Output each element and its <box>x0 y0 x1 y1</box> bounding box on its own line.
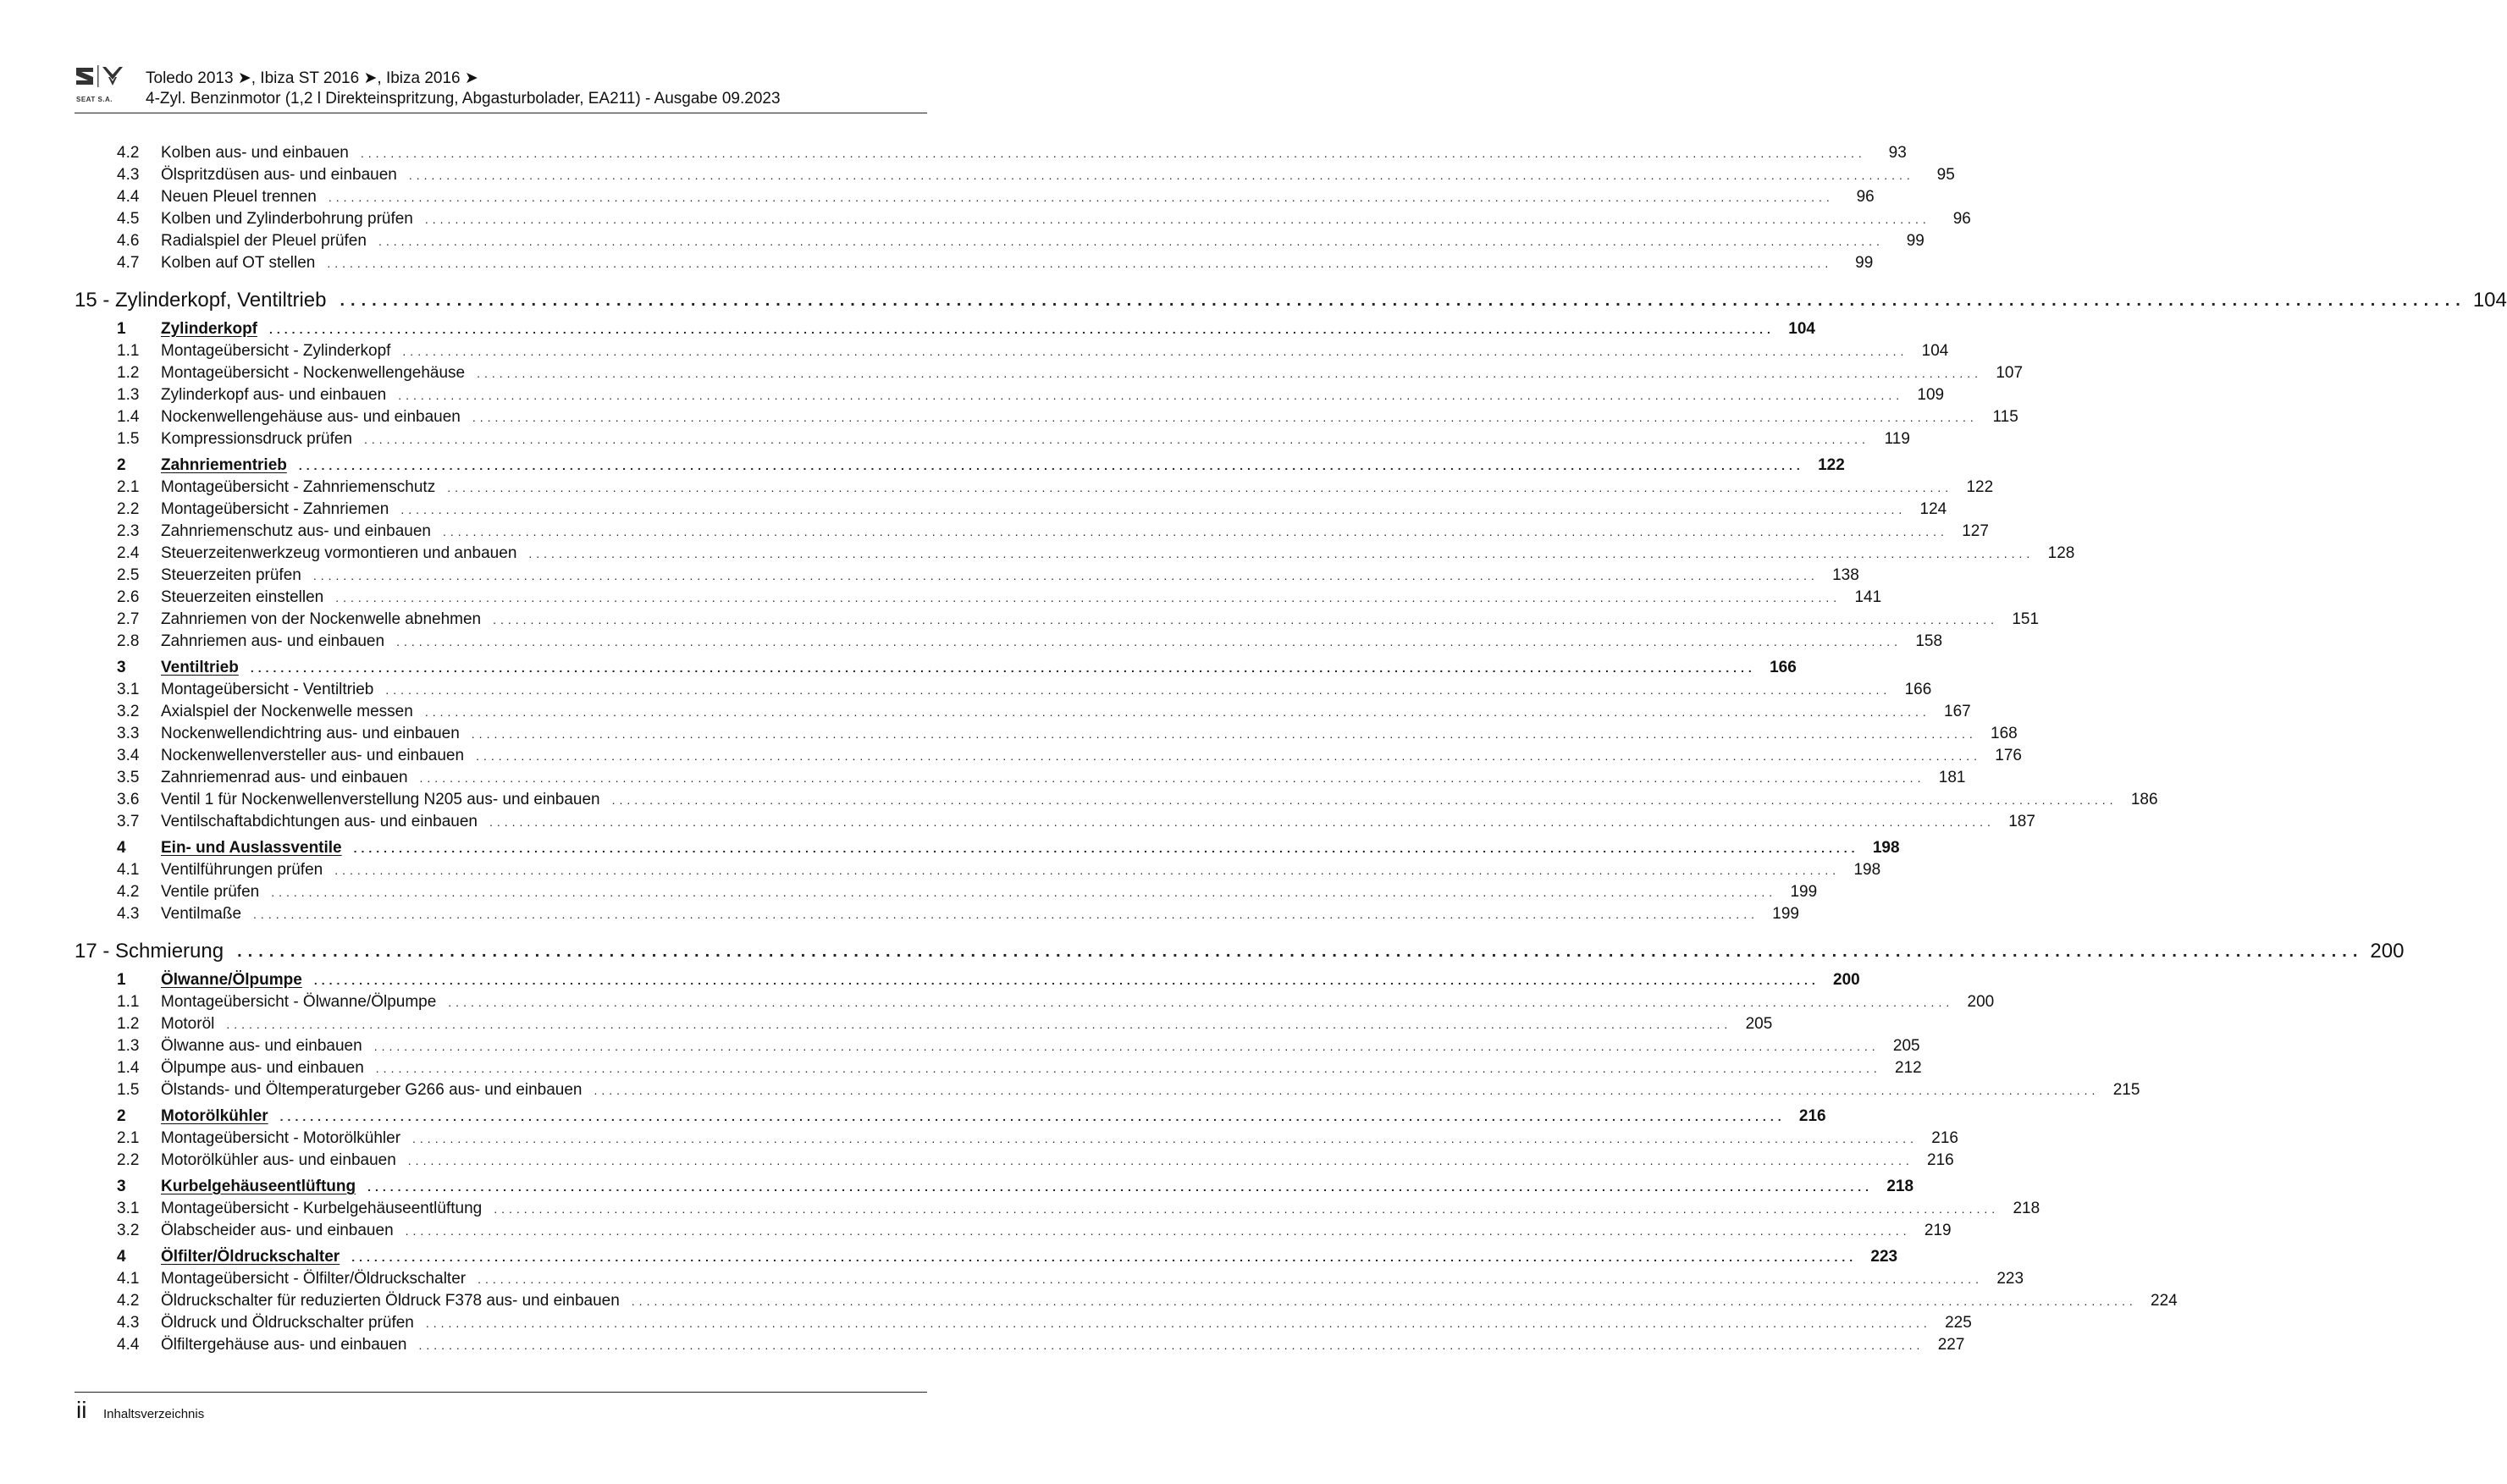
toc-page-number: 138 <box>1832 566 1859 584</box>
toc-number: 2 <box>117 456 126 474</box>
toc-page-number: 225 <box>1945 1314 1972 1332</box>
toc-number: 2.6 <box>117 588 140 606</box>
toc-page-number: 224 <box>2151 1292 2178 1310</box>
toc-page-number: 95 <box>1936 166 1955 184</box>
toc-number: 4.4 <box>117 1336 140 1354</box>
toc-page-number: 104 <box>2472 289 2507 312</box>
toc-page-number: 109 <box>1917 386 1945 404</box>
toc-title: Ölpumpe aus- und einbauen <box>161 1059 364 1077</box>
toc-title: Zahnriemen aus- und einbauen <box>161 632 385 650</box>
toc-page-number: 104 <box>1921 342 1949 360</box>
toc-entry[interactable] <box>75 813 2035 835</box>
toc-number: 3.4 <box>117 747 140 764</box>
toc-title: Montageübersicht - Zahnriemen <box>161 500 389 518</box>
toc-entry[interactable] <box>75 1200 2040 1222</box>
dot-leader: ........................................................................................................................................................................................................ <box>442 525 1948 538</box>
toc-entry[interactable] <box>75 408 2018 430</box>
footer-divider <box>75 1392 927 1393</box>
dot-leader: ........................................................................................................................................................................................................ <box>448 996 1954 1009</box>
toc-title: Montageübersicht - Zahnriemenschutz <box>161 478 436 496</box>
toc-title: Motorölkühler <box>161 1107 268 1125</box>
toc-page-number: 200 <box>2370 940 2405 963</box>
toc-entry[interactable] <box>75 769 1966 791</box>
toc-entry[interactable] <box>75 478 1994 500</box>
toc-entry[interactable] <box>75 144 1907 166</box>
dot-leader: ........................................................................................................................................................................................................ <box>405 1224 1911 1238</box>
toc-page-number: 205 <box>1745 1015 1773 1033</box>
toc-title: Ventilführungen prüfen <box>161 861 323 879</box>
toc-title: Nockenwellengehäuse aus- und einbauen <box>161 408 461 426</box>
toc-section[interactable] <box>75 456 1845 478</box>
toc-entry[interactable] <box>75 681 1932 703</box>
toc-number: 1.5 <box>117 430 140 448</box>
toc-title: Kurbelgehäuseentlüftung <box>161 1178 356 1195</box>
toc-title: Steuerzeitenwerkzeug vormontieren und anbauen <box>161 544 517 562</box>
dot-leader: ........................................................................................................................................................................................................ <box>360 146 1866 160</box>
toc-title: Motoröl <box>161 1015 215 1033</box>
toc-number: 1.3 <box>117 1037 140 1055</box>
toc-title: Nockenwellendichtring aus- und einbauen <box>161 725 460 742</box>
toc-title: Radialspiel der Pleuel prüfen <box>161 232 367 250</box>
dot-leader: ........................................................................................................................................................................................................ <box>398 389 1904 402</box>
toc-entry[interactable] <box>75 1270 2024 1292</box>
toc-number: 2.2 <box>117 500 140 518</box>
toc-page-number: 127 <box>1962 522 1989 540</box>
toc-number: 2.5 <box>117 566 140 584</box>
toc-number: 4.5 <box>117 210 140 228</box>
toc-page-number: 167 <box>1944 703 1971 720</box>
toc-title: 15 - Zylinderkopf, Ventiltrieb <box>75 289 327 312</box>
dot-leader: ........................................................................................................................................................................................................ <box>328 190 1834 204</box>
toc-title: Steuerzeiten prüfen <box>161 566 301 584</box>
table-of-contents <box>75 144 2507 1358</box>
toc-page-number: 218 <box>1886 1178 1914 1195</box>
dot-leader: ........................................................................................................................................................................................................ <box>367 1180 1874 1194</box>
dot-leader: ........................................................................................................................................................................................................ <box>279 1110 1786 1123</box>
header-engine-description: 4-Zyl. Benzinmotor (1,2 l Direkteinspritzung, Abgasturbolader, EA211) - Ausgabe 09.2023 <box>146 90 781 108</box>
toc-entry[interactable] <box>75 1037 1920 1059</box>
toc-section[interactable] <box>75 1178 1914 1200</box>
dot-leader: ........................................................................................................................................................................................................ <box>447 481 1953 494</box>
toc-number: 3.2 <box>117 1222 140 1239</box>
toc-number: 4.4 <box>117 188 140 206</box>
dot-leader: ........................................................................................................................................................................................................ <box>471 727 1977 741</box>
toc-entry[interactable] <box>75 1222 1952 1244</box>
toc-title: Montageübersicht - Zylinderkopf <box>161 342 391 360</box>
logo-text: SEAT S.A. <box>76 96 113 103</box>
toc-page-number: 151 <box>2012 610 2040 628</box>
toc-number: 3.3 <box>117 725 140 742</box>
toc-page-number: 212 <box>1895 1059 1922 1077</box>
toc-page-number: 107 <box>1996 364 2024 382</box>
toc-entry[interactable] <box>75 993 1995 1015</box>
dot-leader: ........................................................................................................................................................................................................ <box>271 885 1777 899</box>
toc-number: 3.2 <box>117 703 140 720</box>
toc-entry[interactable] <box>75 703 1971 725</box>
toc-title: Ölwanne/Ölpumpe <box>161 971 302 989</box>
dot-leader: ........................................................................................................................................................................................................ <box>334 863 1841 877</box>
toc-title: Neuen Pleuel trennen <box>161 188 317 206</box>
dot-leader: ........................................................................................................................................................................................................ <box>375 1062 1881 1075</box>
dot-leader: ........................................................................................................................................................................................................ <box>594 1084 2100 1097</box>
toc-entry[interactable] <box>75 632 1943 654</box>
toc-page-number: 115 <box>1992 408 2018 426</box>
toc-entry[interactable] <box>75 566 1859 588</box>
dot-leader: ........................................................................................................................................................................................................ <box>476 749 1981 763</box>
toc-number: 2.8 <box>117 632 140 650</box>
toc-title: Montageübersicht - Ölwanne/Ölpumpe <box>161 993 437 1011</box>
dot-leader: ........................................................................................................................................................................................................ <box>253 908 1759 921</box>
toc-number: 4.3 <box>117 905 140 923</box>
toc-page-number: 227 <box>1937 1336 1965 1354</box>
toc-number: 1.4 <box>117 408 140 426</box>
toc-page-number: 166 <box>1770 659 1797 676</box>
toc-number: 3 <box>117 1178 126 1195</box>
toc-page-number: 215 <box>2112 1081 2140 1099</box>
toc-page-number: 218 <box>2013 1200 2040 1217</box>
toc-number: 1 <box>117 320 126 338</box>
toc-title: Nockenwellenversteller aus- und einbauen <box>161 747 465 764</box>
toc-title: Ölfilter/Öldruckschalter <box>161 1248 340 1266</box>
toc-title: 17 - Schmierung <box>75 940 224 963</box>
toc-number: 4.7 <box>117 254 140 272</box>
toc-title: Ölabscheider aus- und einbauen <box>161 1222 394 1239</box>
dot-leader: ........................................................................................................................................................................................................ <box>472 411 1978 424</box>
toc-entry[interactable] <box>75 861 1881 883</box>
dot-leader: ........................................................................................................................................................................................................ <box>335 591 1842 604</box>
toc-entry[interactable] <box>75 544 2075 566</box>
dot-leader: ........................................................................................................................................................................................................ <box>327 257 1833 270</box>
toc-number: 1.2 <box>117 1015 140 1033</box>
dot-leader: ........................................................................................................................................................................................................ <box>373 1040 1880 1053</box>
toc-number: 2.2 <box>117 1151 140 1169</box>
toc-entry[interactable] <box>75 210 1971 232</box>
toc-page-number: 141 <box>1854 588 1882 606</box>
dot-leader: ........................................................................................................................................................................................................ <box>237 941 2364 961</box>
dot-leader: ........................................................................................................................................................................................................ <box>611 793 2118 807</box>
toc-title: Ölstands- und Öltemperaturgeber G266 aus- und einbauen <box>161 1081 583 1099</box>
header-vehicle-models: Toledo 2013 ➤, Ibiza ST 2016 ➤, Ibiza 2016 ➤ <box>146 69 478 87</box>
toc-page-number: 96 <box>1952 210 1971 228</box>
toc-number: 4.6 <box>117 232 140 250</box>
brand-logo-icon <box>75 63 125 93</box>
toc-title: Montageübersicht - Nockenwellengehäuse <box>161 364 466 382</box>
toc-page-number: 187 <box>2008 813 2035 830</box>
toc-title: Ventiltrieb <box>161 659 239 676</box>
dot-leader: ........................................................................................................................................................................................................ <box>478 1272 1984 1286</box>
toc-page-number: 200 <box>1967 993 1995 1011</box>
toc-title: Zylinderkopf aus- und einbauen <box>161 386 387 404</box>
toc-section[interactable] <box>75 839 1900 861</box>
toc-title: Montageübersicht - Kurbelgehäuseentlüftung <box>161 1200 483 1217</box>
toc-page-number: 223 <box>1996 1270 2024 1288</box>
toc-page-number: 93 <box>1888 144 1907 162</box>
toc-page-number: 216 <box>1927 1151 1954 1169</box>
toc-title: Ein- und Auslassventile <box>161 839 342 857</box>
toc-number: 2.7 <box>117 610 140 628</box>
toc-entry[interactable] <box>75 1081 2140 1103</box>
footer-page-number: ii <box>76 1397 87 1423</box>
toc-entry[interactable] <box>75 188 1875 210</box>
toc-page-number: 158 <box>1915 632 1943 650</box>
toc-page-number: 168 <box>1991 725 2018 742</box>
toc-entry[interactable] <box>75 232 1924 254</box>
toc-number: 1.3 <box>117 386 140 404</box>
toc-page-number: 199 <box>1772 905 1799 923</box>
toc-chapter[interactable] <box>75 932 2405 971</box>
toc-number: 4.2 <box>117 883 140 901</box>
toc-number: 1.1 <box>117 993 140 1011</box>
dot-leader: ........................................................................................................................................................................................................ <box>385 683 1891 697</box>
toc-entry[interactable] <box>75 386 1945 408</box>
dot-leader: ........................................................................................................................................................................................................ <box>250 661 1756 675</box>
toc-page-number: 200 <box>1833 971 1860 989</box>
toc-page-number: 181 <box>1938 769 1966 786</box>
toc-page-number: 99 <box>1906 232 1924 250</box>
toc-entry[interactable] <box>75 1314 1972 1336</box>
toc-number: 1 <box>117 971 126 989</box>
toc-title: Ölspritzdüsen aus- und einbauen <box>161 166 397 184</box>
dot-leader: ........................................................................................................................................................................................................ <box>364 433 1869 446</box>
toc-title: Ölfiltergehäuse aus- und einbauen <box>161 1336 407 1354</box>
dot-leader: ........................................................................................................................................................................................................ <box>402 345 1908 358</box>
toc-title: Ventilmaße <box>161 905 242 923</box>
toc-section[interactable] <box>75 971 1860 993</box>
toc-page-number: 122 <box>1818 456 1845 474</box>
toc-title: Zylinderkopf <box>161 320 258 338</box>
toc-entry[interactable] <box>75 905 1799 927</box>
toc-number: 2.1 <box>117 478 140 496</box>
toc-entry[interactable] <box>75 1336 1965 1358</box>
toc-page-number: 216 <box>1798 1107 1826 1125</box>
toc-entry[interactable] <box>75 610 2040 632</box>
toc-entry[interactable] <box>75 342 1949 364</box>
toc-number: 4.3 <box>117 166 140 184</box>
toc-entry[interactable] <box>75 522 1989 544</box>
toc-title: Kolben auf OT stellen <box>161 254 316 272</box>
toc-entry[interactable] <box>75 725 2018 747</box>
toc-number: 4 <box>117 839 126 857</box>
toc-page-number: 99 <box>1855 254 1874 272</box>
toc-title: Motorölkühler aus- und einbauen <box>161 1151 396 1169</box>
dot-leader: ........................................................................................................................................................................................................ <box>312 569 1819 582</box>
toc-title: Kolben und Zylinderbohrung prüfen <box>161 210 413 228</box>
dot-leader: ........................................................................................................................................................................................................ <box>425 1316 1931 1330</box>
toc-section[interactable] <box>75 659 1797 681</box>
toc-title: Steuerzeiten einstellen <box>161 588 324 606</box>
toc-title: Ventilschaftabdichtungen aus- und einbauen <box>161 813 478 830</box>
toc-title: Ventile prüfen <box>161 883 260 901</box>
toc-page-number: 166 <box>1904 681 1932 698</box>
dot-leader: ........................................................................................................................................................................................................ <box>477 367 1983 380</box>
toc-entry[interactable] <box>75 1292 2178 1314</box>
toc-title: Montageübersicht - Ölfilter/Öldruckschalter <box>161 1270 467 1288</box>
toc-title: Montageübersicht - Ventiltrieb <box>161 681 374 698</box>
toc-title: Kolben aus- und einbauen <box>161 144 349 162</box>
dot-leader: ........................................................................................................................................................................................................ <box>351 1250 1858 1264</box>
dot-leader: ........................................................................................................................................................................................................ <box>353 841 1859 855</box>
toc-title: Ventil 1 für Nockenwellenverstellung N205 aus- und einbauen <box>161 791 600 808</box>
toc-chapter[interactable] <box>75 281 2507 320</box>
toc-page-number: 219 <box>1924 1222 1952 1239</box>
toc-page-number: 176 <box>1995 747 2022 764</box>
dot-leader: ........................................................................................................................................................................................................ <box>378 234 1884 248</box>
toc-entry[interactable] <box>75 254 1874 276</box>
dot-leader: ........................................................................................................................................................................................................ <box>226 1018 1732 1031</box>
dot-leader: ........................................................................................................................................................................................................ <box>313 974 1820 987</box>
toc-page-number: 198 <box>1872 839 1900 857</box>
toc-entry[interactable] <box>75 588 1882 610</box>
toc-entry[interactable] <box>75 1059 1922 1081</box>
toc-number: 2.1 <box>117 1129 140 1147</box>
toc-title: Axialspiel der Nockenwelle messen <box>161 703 413 720</box>
page-header <box>75 61 927 113</box>
dot-leader: ........................................................................................................................................................................................................ <box>407 1154 1913 1167</box>
toc-entry[interactable] <box>75 791 2158 813</box>
toc-section[interactable] <box>75 1107 1826 1129</box>
toc-entry[interactable] <box>75 500 1947 522</box>
toc-entry[interactable] <box>75 1015 1773 1037</box>
dot-leader: ........................................................................................................................................................................................................ <box>494 1202 2000 1216</box>
toc-title: Zahnriemenrad aus- und einbauen <box>161 769 408 786</box>
toc-page-number: 119 <box>1884 430 1910 448</box>
toc-title: Öldruck und Öldruckschalter prüfen <box>161 1314 414 1332</box>
toc-page-number: 124 <box>1919 500 1947 518</box>
toc-page-number: 223 <box>1870 1248 1898 1266</box>
dot-leader: ........................................................................................................................................................................................................ <box>269 323 1775 336</box>
toc-number: 1.2 <box>117 364 140 382</box>
toc-title: Kompressionsdruck prüfen <box>161 430 352 448</box>
toc-number: 2 <box>117 1107 126 1125</box>
dot-leader: ........................................................................................................................................................................................................ <box>408 168 1914 182</box>
toc-number: 3.1 <box>117 1200 140 1217</box>
toc-title: Öldruckschalter für reduzierten Öldruck F378 aus- und einbauen <box>161 1292 620 1310</box>
dot-leader: ........................................................................................................................................................................................................ <box>396 635 1902 648</box>
toc-section[interactable] <box>75 320 1815 342</box>
dot-leader: ........................................................................................................................................................................................................ <box>340 290 2466 310</box>
toc-number: 3.7 <box>117 813 140 830</box>
toc-section[interactable] <box>75 1248 1898 1270</box>
dot-leader: ........................................................................................................................................................................................................ <box>418 1338 1924 1352</box>
toc-number: 3.6 <box>117 791 140 808</box>
seat-cupra-logo <box>75 63 125 105</box>
toc-title: Zahnriementrieb <box>161 456 287 474</box>
toc-entry[interactable] <box>75 747 2022 769</box>
toc-entry[interactable] <box>75 1151 1954 1173</box>
toc-number: 1.5 <box>117 1081 140 1099</box>
toc-number: 4.1 <box>117 861 140 879</box>
toc-entry[interactable] <box>75 1129 1958 1151</box>
toc-title: Zahnriemenschutz aus- und einbauen <box>161 522 431 540</box>
toc-number: 3 <box>117 659 126 676</box>
dot-leader: ........................................................................................................................................................................................................ <box>493 613 1999 626</box>
toc-entry[interactable] <box>75 364 2024 386</box>
dot-leader: ........................................................................................................................................................................................................ <box>400 503 1907 516</box>
toc-number: 3.5 <box>117 769 140 786</box>
footer-label: Inhaltsverzeichnis <box>103 1407 205 1421</box>
toc-title: Ölwanne aus- und einbauen <box>161 1037 362 1055</box>
dot-leader: ........................................................................................................................................................................................................ <box>419 771 1925 785</box>
dot-leader: ........................................................................................................................................................................................................ <box>424 705 1930 719</box>
toc-number: 1.1 <box>117 342 140 360</box>
toc-page-number: 205 <box>1892 1037 1920 1055</box>
dot-leader: ........................................................................................................................................................................................................ <box>528 547 2035 560</box>
toc-title: Montageübersicht - Motorölkühler <box>161 1129 401 1147</box>
toc-page-number: 122 <box>1966 478 1994 496</box>
toc-entry[interactable] <box>75 883 1818 905</box>
toc-page-number: 128 <box>2047 544 2075 562</box>
toc-page-number: 198 <box>1853 861 1881 879</box>
dot-leader: ........................................................................................................................................................................................................ <box>298 459 1804 472</box>
toc-number: 3.1 <box>117 681 140 698</box>
toc-number: 2.4 <box>117 544 140 562</box>
dot-leader: ........................................................................................................................................................................................................ <box>412 1132 1918 1145</box>
toc-entry[interactable] <box>75 166 1955 188</box>
dot-leader: ........................................................................................................................................................................................................ <box>489 815 1995 829</box>
toc-page-number: 216 <box>1931 1129 1958 1147</box>
toc-page-number: 186 <box>2130 791 2158 808</box>
toc-number: 4.1 <box>117 1270 140 1288</box>
toc-title: Zahnriemen von der Nockenwelle abnehmen <box>161 610 482 628</box>
dot-leader: ........................................................................................................................................................................................................ <box>424 212 1930 226</box>
dot-leader: ........................................................................................................................................................................................................ <box>631 1294 2137 1308</box>
toc-number: 1.4 <box>117 1059 140 1077</box>
toc-entry[interactable] <box>75 430 1910 452</box>
toc-number: 4 <box>117 1248 126 1266</box>
toc-page-number: 104 <box>1788 320 1815 338</box>
toc-number: 2.3 <box>117 522 140 540</box>
toc-number: 4.2 <box>117 1292 140 1310</box>
toc-number: 4.2 <box>117 144 140 162</box>
toc-page-number: 199 <box>1790 883 1818 901</box>
toc-page-number: 96 <box>1856 188 1875 206</box>
toc-number: 4.3 <box>117 1314 140 1332</box>
